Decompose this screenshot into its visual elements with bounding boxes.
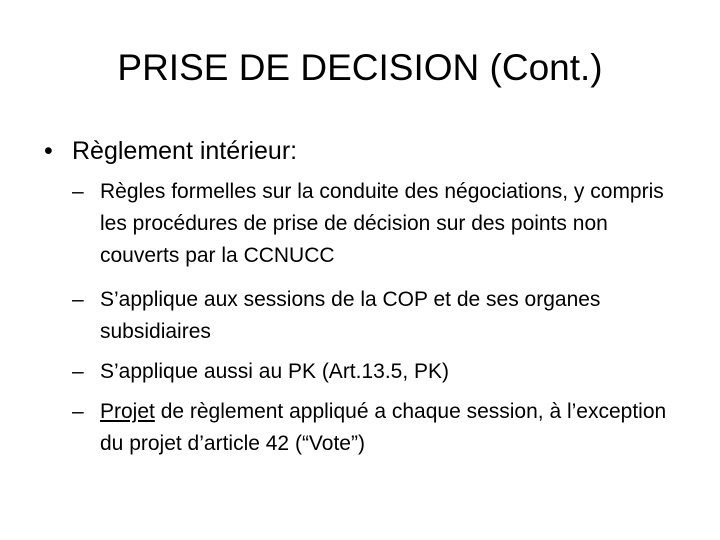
sub-item-text-rest: de règlement appliqué a chaque session, à l’exception du projet d’article 42 (“Vote”) [100, 400, 667, 455]
sub-item-text: S’applique aux sessions de la COP et de ses organes subsidiaires [100, 288, 601, 343]
dash-icon: – [72, 180, 84, 203]
sub-item-1 [72, 176, 692, 272]
bullet-text: Règlement intérieur: [72, 137, 298, 165]
slide-title: PRISE DE DECISION (Cont.) [117, 47, 603, 88]
sub-item-text: S’applique aussi au PK (Art.13.5, PK) [100, 360, 450, 383]
sub-item-text: Règles formelles sur la conduite des négociations, y compris les procédures de prise de décision sur des points non couverts par la CCNUCC [100, 180, 664, 267]
dash-icon: – [72, 400, 84, 423]
dash-icon: – [72, 360, 84, 383]
sub-item-4 [72, 396, 692, 460]
sub-item-2 [72, 284, 692, 348]
sub-item-text [100, 396, 692, 460]
bullet-icon: • [44, 137, 53, 165]
underlined-word: Projet [100, 400, 155, 423]
dash-icon: – [72, 288, 84, 311]
sub-item-3 [72, 356, 692, 388]
